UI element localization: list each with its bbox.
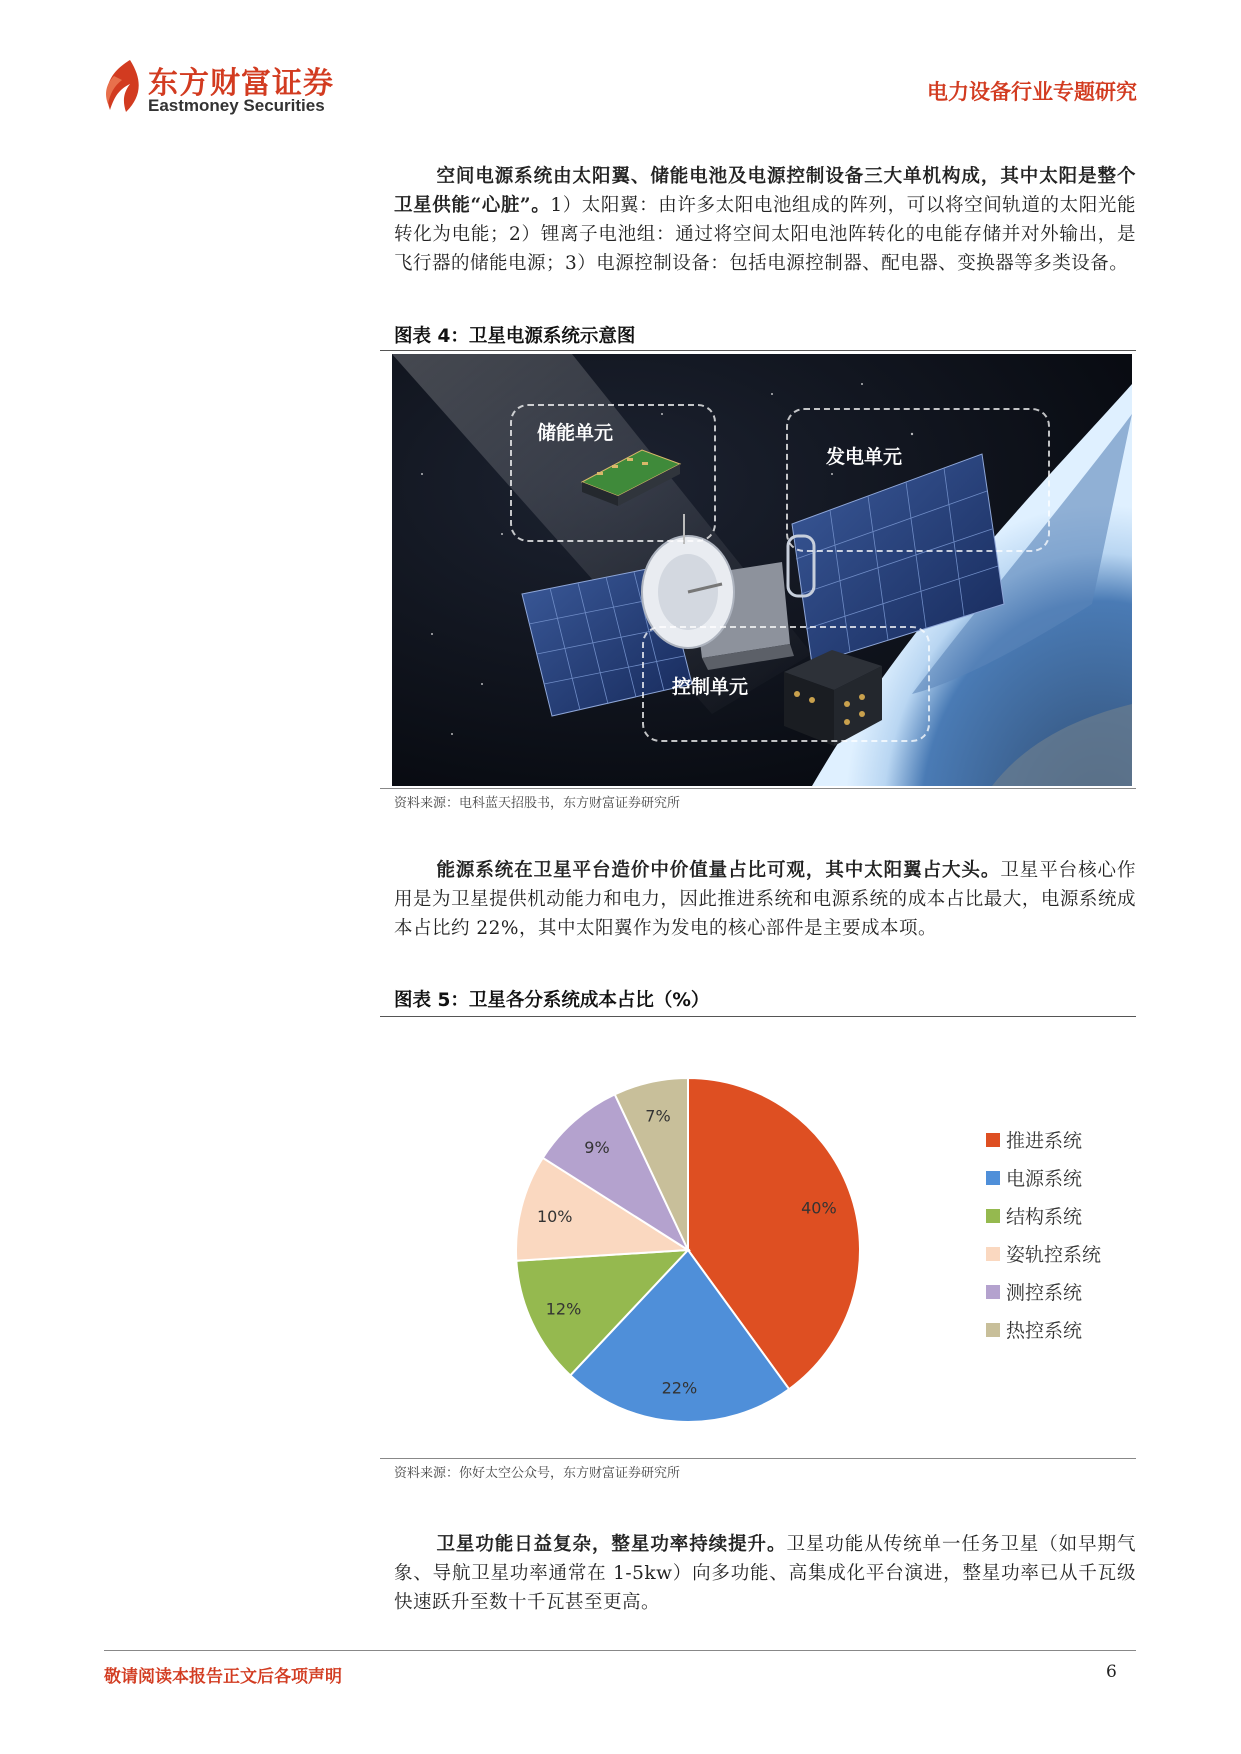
legend-label: 电源系统 xyxy=(1006,1168,1083,1190)
satellite-power-diagram xyxy=(392,354,1132,786)
legend-item-2 xyxy=(986,1164,1082,1191)
legend-item-4 xyxy=(986,1240,1101,1267)
pie-data-label-3: 12% xyxy=(545,1299,582,1319)
report-category-title: 电力设备行业专题研究 xyxy=(927,80,1137,104)
logo-chinese-name: 东方财富证券 xyxy=(148,66,334,101)
pie-data-label-4: 10% xyxy=(536,1206,573,1226)
legend-label: 结构系统 xyxy=(1006,1206,1083,1228)
figure-5-source: 资料来源：你好太空公众号，东方财富证券研究所 xyxy=(394,1466,681,1481)
paragraph-body: 卫星功能从传统单一任务卫星（如早期气象、导航卫星功率通常在 1-5kw）向多功能、高集成化平台演进，整星功率已从千瓦级快速跃升至数十千瓦甚至更高。 xyxy=(394,1534,1136,1613)
pie-chart-svg xyxy=(392,1030,1136,1440)
paragraph-body: 卫星平台核心作用是为卫星提供机动能力和电力，因此推进系统和电源系统的成本占比最大，电源系统成本占比约 22%，其中太阳翼作为发电的核心部件是主要成本项。 xyxy=(394,860,1136,939)
paragraph-cost-share xyxy=(394,856,1136,943)
paragraph-lead: 卫星功能日益复杂，整星功率持续提升。 xyxy=(436,1534,787,1555)
figure-5-title: 图表 5：卫星各分系统成本占比（%） xyxy=(394,990,710,1011)
storage-unit-label: 储能单元 xyxy=(537,422,614,444)
legend-swatch xyxy=(986,1323,1000,1337)
legend-item-1 xyxy=(986,1126,1082,1153)
pie-data-label-1: 40% xyxy=(801,1198,837,1218)
figure-5-bottom-rule xyxy=(380,1458,1136,1459)
generation-unit-label: 发电单元 xyxy=(826,446,903,468)
legend-label: 姿轨控系统 xyxy=(1006,1244,1102,1266)
legend-swatch xyxy=(986,1209,1000,1223)
cost-share-pie-chart xyxy=(392,1030,1136,1440)
control-unit-label: 控制单元 xyxy=(672,676,749,698)
footer-disclaimer: 敬请阅读本报告正文后各项声明 xyxy=(104,1667,342,1687)
figure-4-bottom-rule xyxy=(380,788,1136,789)
generation-unit-box xyxy=(786,408,1050,552)
flame-logo-icon xyxy=(100,58,146,114)
logo-english-name: Eastmoney Securities xyxy=(148,96,325,115)
legend-label: 热控系统 xyxy=(1006,1320,1083,1342)
pie-data-label-6: 7% xyxy=(645,1106,671,1126)
paragraph-satellite-power xyxy=(394,1530,1136,1617)
company-logo xyxy=(100,58,360,118)
legend-item-6 xyxy=(986,1316,1082,1343)
footer-rule xyxy=(104,1650,1136,1651)
pie-data-label-5: 9% xyxy=(584,1137,610,1157)
legend-swatch xyxy=(986,1247,1000,1261)
legend-swatch xyxy=(986,1285,1000,1299)
paragraph-body: 1）太阳翼：由许多太阳电池组成的阵列，可以将空间轨道的太阳光能转化为电能；2）锂离子电池组：通过将空间太阳电池阵转化的电能存储并对外输出，是飞行器的储能电源；3）电源控制设备：包括电源控制器、配电器、变换器等多类设备。 xyxy=(394,195,1136,274)
legend-swatch xyxy=(986,1171,1000,1185)
legend-label: 推进系统 xyxy=(1006,1130,1083,1152)
figure-4-top-rule xyxy=(380,350,1136,351)
legend-item-3 xyxy=(986,1202,1082,1229)
legend-label: 测控系统 xyxy=(1006,1282,1083,1304)
paragraph-lead: 能源系统在卫星平台造价中价值量占比可观，其中太阳翼占大头。 xyxy=(436,860,1001,881)
figure-4-title: 图表 4：卫星电源系统示意图 xyxy=(394,326,636,347)
figure-4-source: 资料来源：电科蓝天招股书，东方财富证券研究所 xyxy=(394,796,681,811)
figure-5-top-rule xyxy=(380,1016,1136,1017)
page-number: 6 xyxy=(1106,1662,1117,1682)
pie-data-label-2: 22% xyxy=(661,1378,698,1398)
paragraph-power-system xyxy=(394,162,1136,278)
legend-item-5 xyxy=(986,1278,1082,1305)
legend-swatch xyxy=(986,1133,1000,1147)
paragraph-lead: 空间电源系统由太阳翼、储能电池及电源控制设备三大单机构成，其中太阳是整个卫星供能“心脏”。 xyxy=(394,166,1136,216)
